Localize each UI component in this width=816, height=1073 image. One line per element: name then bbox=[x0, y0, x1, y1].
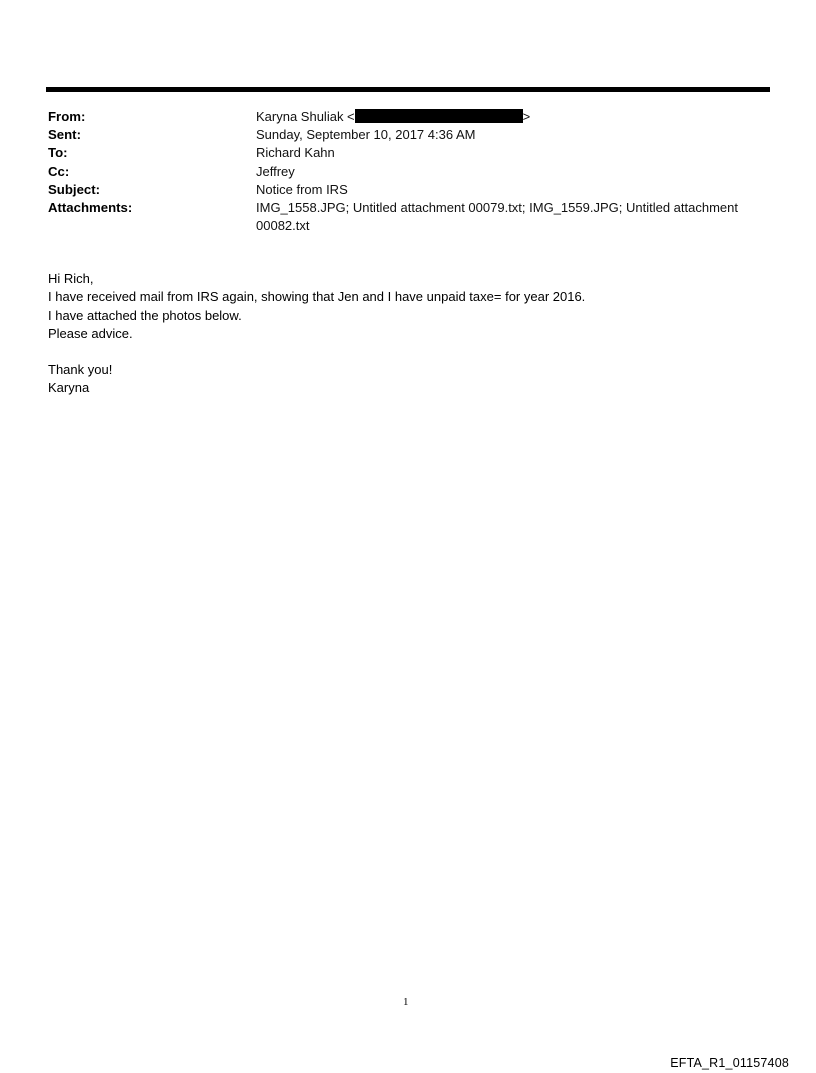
to-label: To: bbox=[48, 145, 68, 161]
email-header bbox=[48, 108, 770, 235]
greeting: Hi Rich, bbox=[48, 271, 94, 286]
cc-label: Cc: bbox=[48, 163, 70, 179]
sent-row bbox=[48, 126, 770, 144]
attachments-line-2: 00082.txt bbox=[256, 218, 310, 234]
email-body bbox=[48, 270, 770, 398]
sent-value: Sunday, September 10, 2017 4:36 AM bbox=[256, 127, 476, 143]
cc-row bbox=[48, 163, 770, 181]
subject-label: Subject: bbox=[48, 181, 101, 197]
from-label: From: bbox=[48, 109, 86, 124]
to-value: Richard Kahn bbox=[256, 145, 335, 161]
from-value bbox=[256, 108, 770, 126]
paragraph-gap bbox=[48, 343, 770, 361]
body-line-1: I have received mail from IRS again, showing that Jen and I have unpaid taxe= for year 2016. bbox=[48, 289, 586, 305]
closing: Thank you! bbox=[48, 362, 113, 378]
attachments-row bbox=[48, 199, 770, 235]
header-divider bbox=[46, 87, 770, 92]
redaction-block bbox=[355, 109, 523, 123]
subject-row bbox=[48, 181, 770, 199]
cc-value: Jeffrey bbox=[256, 163, 295, 179]
body-line-2: I have attached the photos below. bbox=[48, 307, 242, 323]
from-row bbox=[48, 108, 770, 126]
signature: Karyna bbox=[48, 380, 90, 396]
attachments-value bbox=[256, 199, 770, 235]
from-name: Karyna Shuliak < bbox=[256, 109, 355, 124]
attachments-line-1: IMG_1558.JPG; Untitled attachment 00079.txt; IMG_1559.JPG; Untitled attachment bbox=[256, 200, 738, 216]
page-number: 1 bbox=[403, 996, 409, 1008]
bates-id: EFTA_R1_01157408 bbox=[670, 1056, 789, 1070]
subject-value: Notice from IRS bbox=[256, 181, 348, 197]
sent-label: Sent: bbox=[48, 127, 81, 143]
body-line-3: Please advice. bbox=[48, 325, 133, 341]
attachments-label: Attachments: bbox=[48, 200, 133, 216]
to-row bbox=[48, 144, 770, 162]
from-email-close: > bbox=[522, 109, 531, 124]
